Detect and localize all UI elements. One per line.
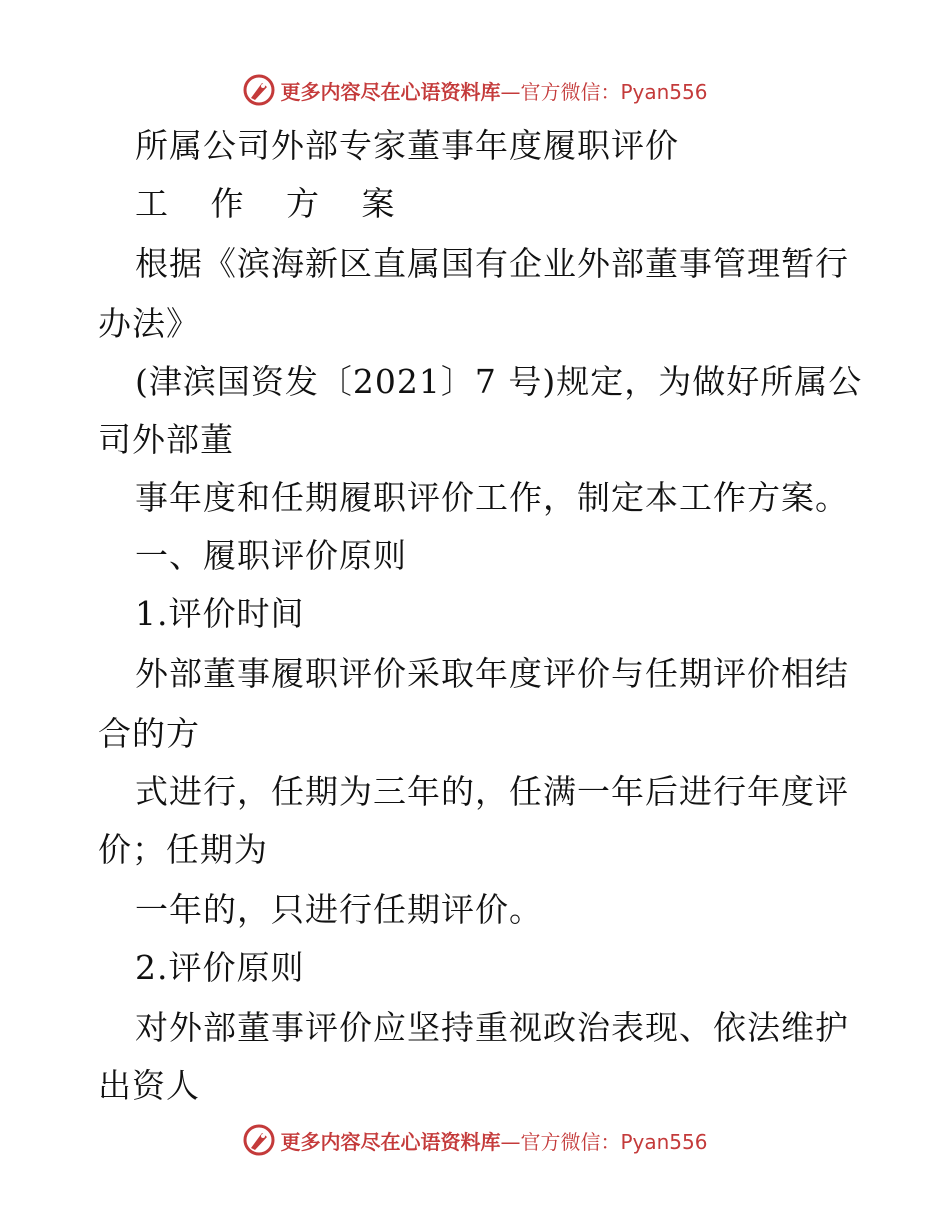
watermark-contact: —官方微信：Pyan556: [500, 1129, 708, 1154]
watermark-brand: 更多内容尽在心语资料库: [280, 79, 501, 104]
pen-nib-circle-icon: [242, 1123, 276, 1157]
watermark-contact: —官方微信：Pyan556: [500, 79, 708, 104]
paragraph-line: 价；任期为: [98, 830, 268, 869]
paragraph-line: 出资人: [98, 1066, 200, 1105]
paragraph-line: (津滨国资发〔2021〕7 号)规定，为做好所属公: [135, 362, 863, 401]
paragraph-line: 一年的，只进行任期评价。: [135, 890, 543, 929]
section-heading: 一、履职评价原则: [135, 536, 407, 575]
paragraph-line: 对外部董事评价应坚持重视政治表现、依法维护: [135, 1008, 849, 1047]
watermark-brand: 更多内容尽在心语资料库: [280, 1129, 501, 1154]
pen-nib-circle-icon: [242, 73, 276, 107]
doc-title: 所属公司外部专家董事年度履职评价: [135, 126, 679, 165]
subsection-heading: 1.评价时间: [135, 594, 305, 633]
watermark-banner-top: [0, 70, 950, 110]
paragraph-line: 外部董事履职评价采取年度评价与任期评价相结: [135, 654, 849, 693]
paragraph-line: 式进行，任期为三年的，任满一年后进行年度评: [135, 772, 849, 811]
paragraph-line: 根据《滨海新区直属国有企业外部董事管理暂行: [135, 244, 849, 283]
subsection-heading: 2.评价原则: [135, 948, 305, 987]
paragraph-line: 办法》: [98, 304, 200, 343]
watermark-banner-bottom: [0, 1120, 950, 1160]
paragraph-line: 司外部董: [98, 420, 234, 459]
paragraph-line: 合的方: [98, 714, 200, 753]
doc-subtitle: 工 作 方 案: [135, 184, 411, 223]
paragraph-line: 事年度和任期履职评价工作，制定本工作方案。: [135, 478, 849, 517]
